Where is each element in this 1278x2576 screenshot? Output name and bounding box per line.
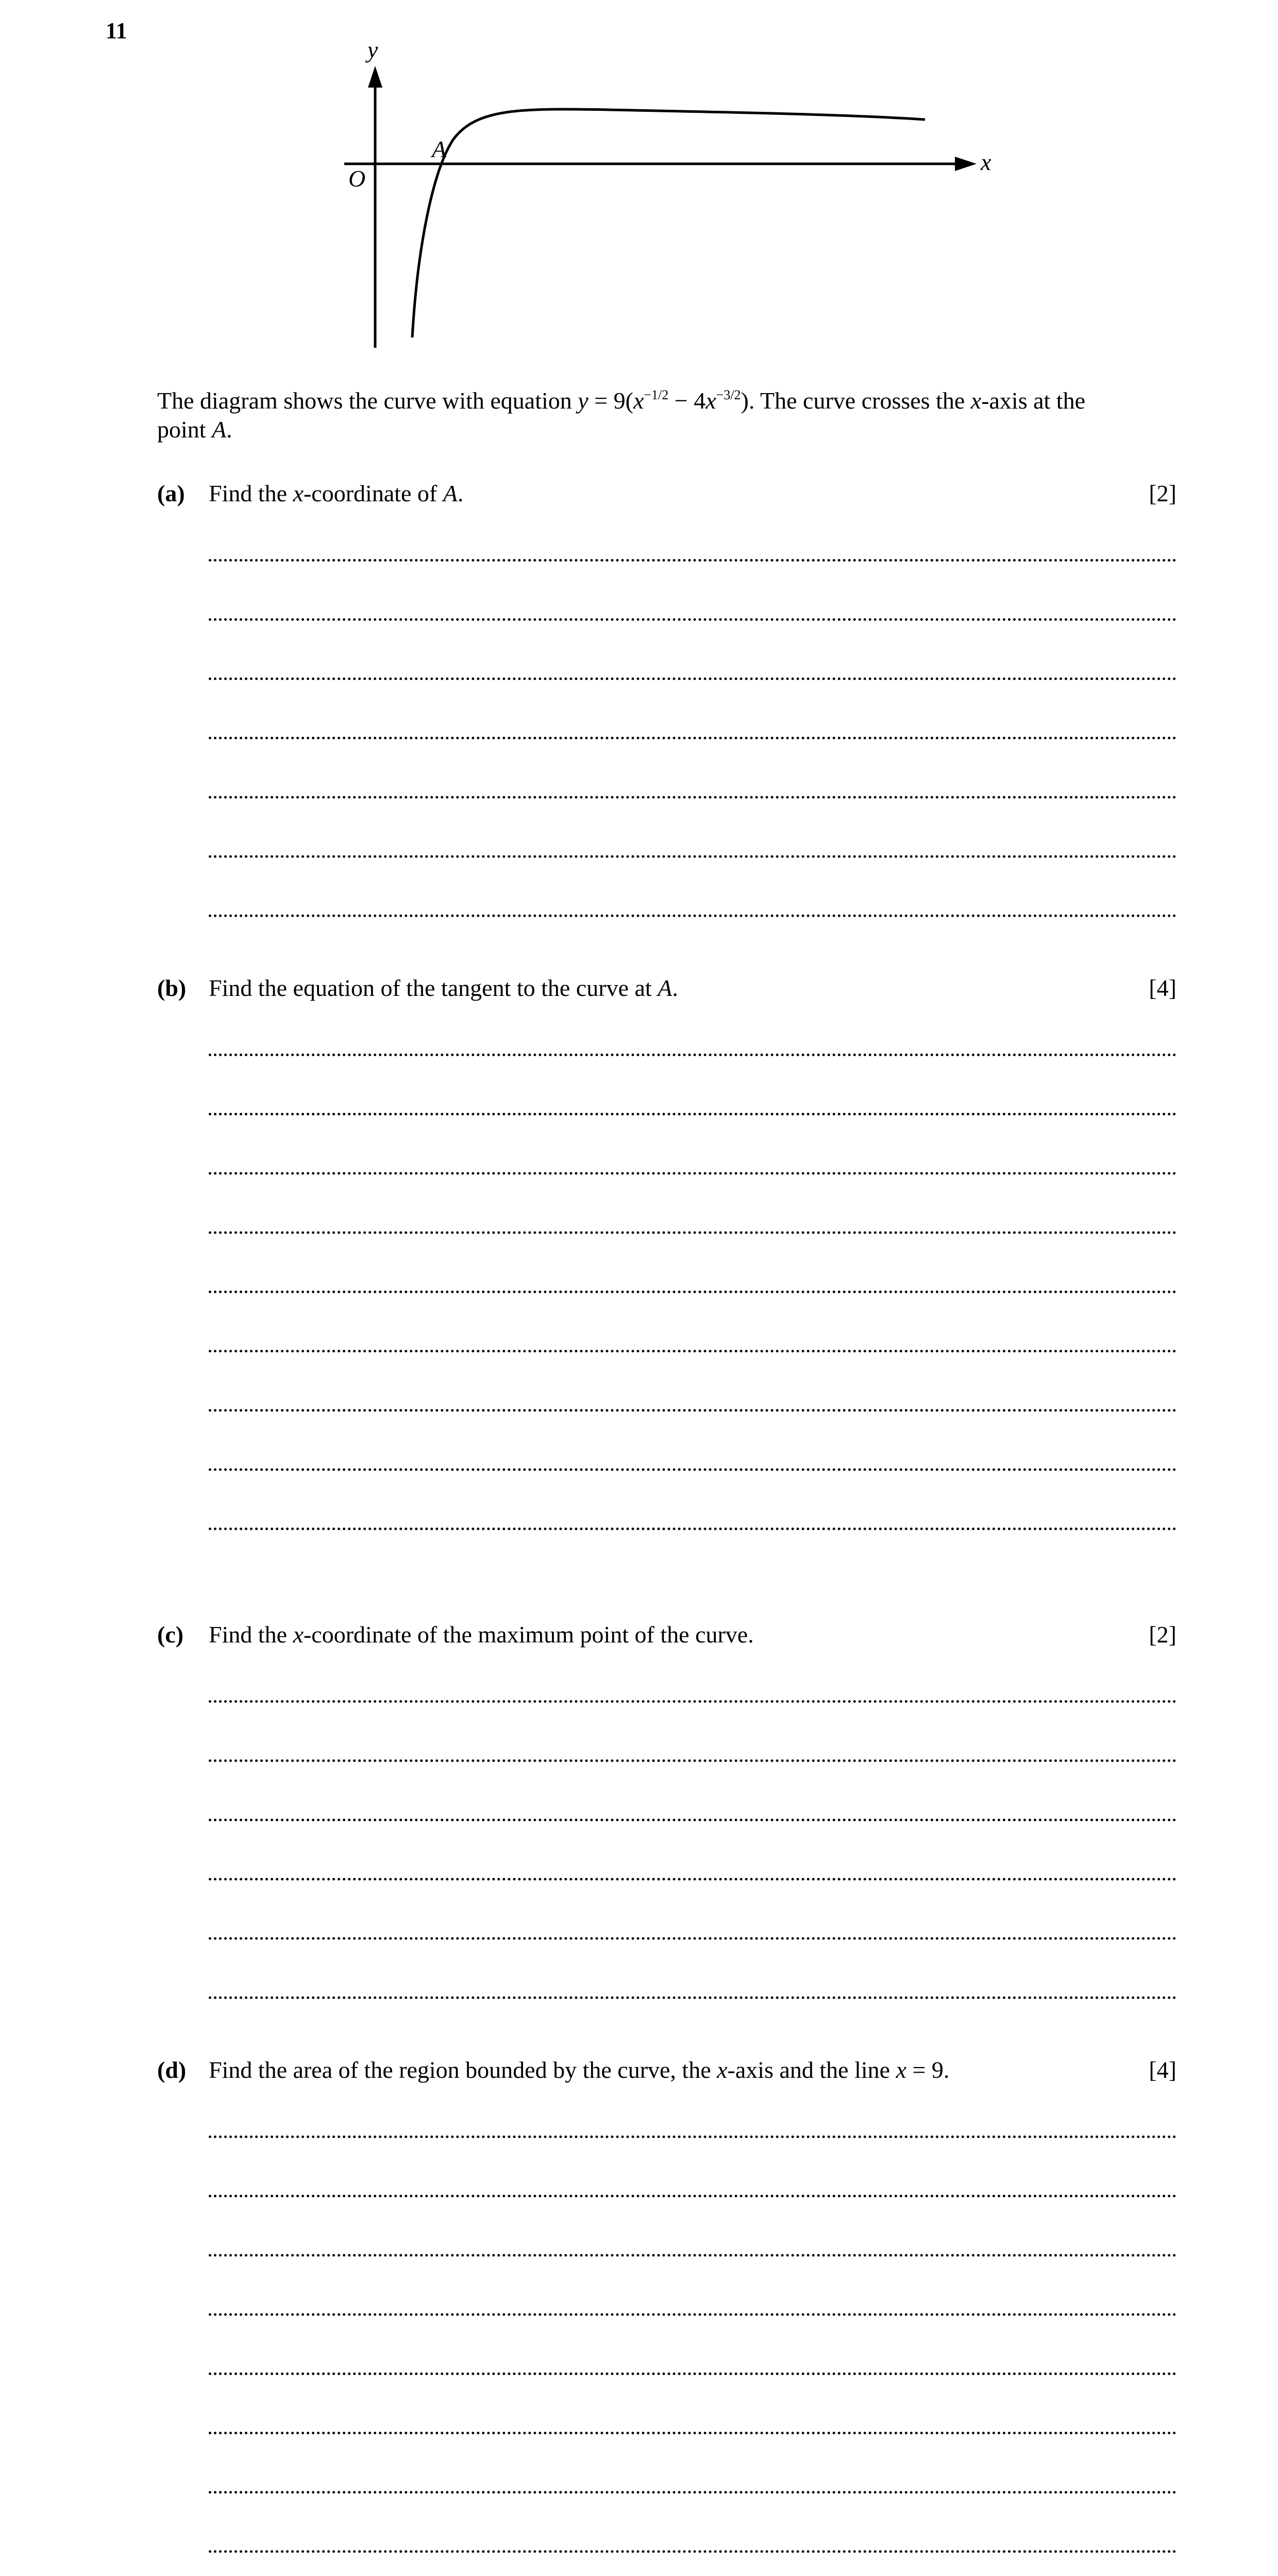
answer-line[interactable] (209, 737, 1176, 739)
answer-line[interactable] (209, 1113, 1176, 1115)
intro-text: The diagram shows the curve with equation y = 9(x−1/2 − 4x−3/2). The curve crosses the x-axis at the point A. (157, 387, 1085, 443)
part-a-question: Find the x-coordinate of A. (209, 480, 464, 506)
answer-line[interactable] (209, 1700, 1176, 1703)
part-c-question: Find the x-coordinate of the maximum point of the curve. (209, 1621, 754, 1648)
point-a-label: A (432, 136, 447, 162)
part-d-question: Find the area of the region bounded by the curve, the x-axis and the line x = 9. (209, 2057, 950, 2083)
answer-line[interactable] (209, 1409, 1176, 1412)
answer-line[interactable] (209, 1172, 1176, 1175)
answer-line[interactable] (209, 914, 1176, 917)
answer-line[interactable] (209, 1878, 1176, 1880)
answer-line[interactable] (209, 618, 1176, 621)
answer-line[interactable] (209, 1819, 1176, 1821)
part-a-heading (157, 479, 1176, 508)
curve-diagram (0, 0, 1278, 361)
answer-line[interactable] (209, 1759, 1176, 1762)
answer-line[interactable] (209, 1054, 1176, 1056)
answer-line[interactable] (209, 2432, 1176, 2434)
answer-line[interactable] (209, 1231, 1176, 1234)
answer-line[interactable] (209, 2313, 1176, 2316)
part-a-marks: [2] (1149, 480, 1176, 506)
part-b-heading (157, 974, 1176, 1003)
answer-line[interactable] (209, 796, 1176, 799)
answer-line[interactable] (209, 2136, 1176, 2138)
answer-line[interactable] (209, 1937, 1176, 1940)
answer-line[interactable] (209, 2195, 1176, 2197)
part-b-label: (b) (157, 975, 187, 1001)
y-axis-label: y (367, 37, 378, 63)
answer-line[interactable] (209, 559, 1176, 562)
answer-line[interactable] (209, 677, 1176, 680)
x-axis-label: x (981, 149, 991, 175)
exponent-1: −1/2 (644, 387, 669, 402)
answer-line[interactable] (209, 2254, 1176, 2257)
part-c-marks: [2] (1149, 1621, 1176, 1648)
part-b-question: Find the equation of the tangent to the curve at A. (209, 975, 678, 1001)
part-c-heading (157, 1620, 1176, 1649)
exponent-2: −3/2 (716, 387, 741, 402)
part-a-label: (a) (157, 480, 185, 506)
answer-line[interactable] (209, 1291, 1176, 1293)
answer-line[interactable] (209, 1350, 1176, 1352)
part-d-label: (d) (157, 2057, 187, 2083)
part-d-marks: [4] (1149, 2057, 1176, 2083)
answer-line[interactable] (209, 1528, 1176, 1530)
curve (412, 109, 925, 337)
answer-line[interactable] (209, 2372, 1176, 2375)
question-number: 11 (106, 18, 127, 43)
part-c-label: (c) (157, 1621, 184, 1648)
part-d-heading (157, 2056, 1176, 2084)
origin-label: O (348, 165, 366, 192)
answer-line[interactable] (209, 2491, 1176, 2494)
answer-line[interactable] (209, 855, 1176, 858)
y-axis-arrowhead (368, 66, 382, 88)
answer-line[interactable] (209, 2550, 1176, 2553)
answer-line[interactable] (209, 1996, 1176, 1999)
answer-line[interactable] (209, 1468, 1176, 1471)
x-axis-arrowhead (955, 157, 977, 171)
part-b-marks: [4] (1149, 975, 1176, 1001)
